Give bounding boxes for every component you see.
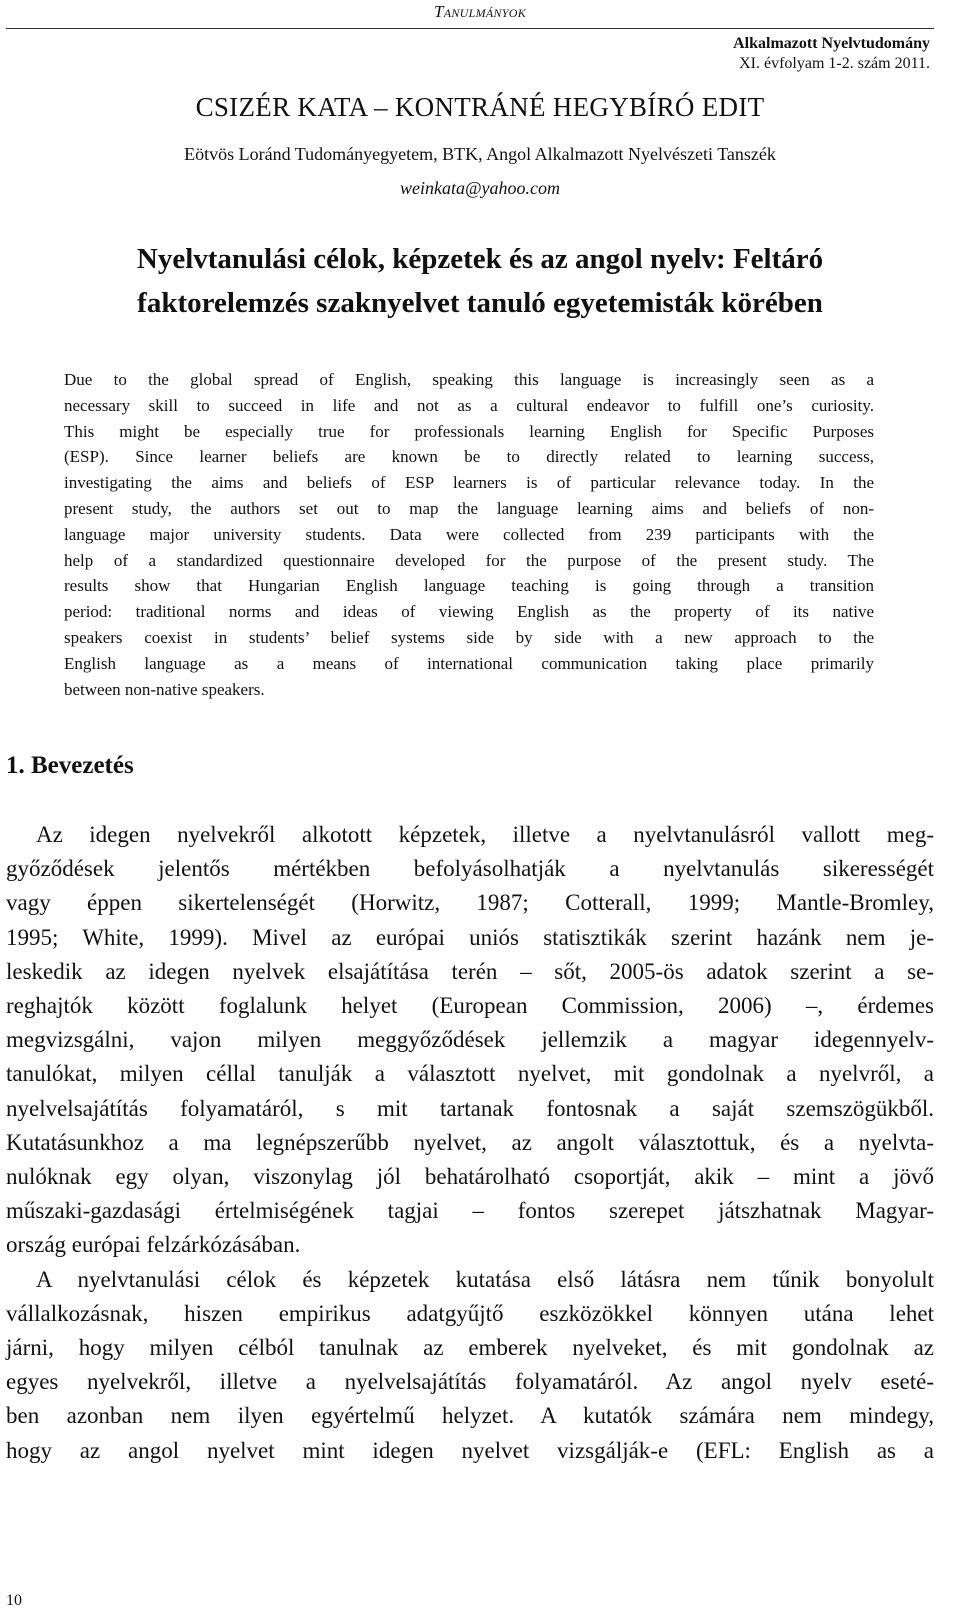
body-line: A nyelvtanulási célok és képzetek kutatása első látásra nem tűnik bonyolult (36, 1266, 934, 1292)
abstract (64, 367, 874, 702)
body-line: műszaki-gazdasági értelmiségének tagjai – fontos szerepet játszhatnak Magyar- (6, 1198, 934, 1224)
section-label: Tanulmányok (433, 2, 527, 21)
abstract-line: speakers coexist in students’ belief systems side by side with a new approach to the (64, 627, 874, 647)
abstract-line: (ESP). Since learner beliefs are known be to directly related to learning success, (64, 447, 874, 467)
abstract-line: help of a standardized questionnaire developed for the purpose of the present study. The (64, 550, 874, 570)
abstract-line: Due to the global spread of English, speaking this language is increasingly seen as a (64, 370, 874, 389)
abstract-line: language major university students. Data were collected from 239 participants with the (64, 524, 874, 544)
body-line: vagy éppen sikertelenségét (Horwitz, 1987; Cotterall, 1999; Mantle-Bromley, (6, 890, 934, 916)
paper-title (0, 237, 960, 325)
body-line: Az idegen nyelvekről alkotott képzetek, illetve a nyelvtanulásról vallott meg- (36, 822, 934, 847)
body-line: győződések jelentős mértékben befolyásolhatják a nyelvtanulás sikerességét (6, 856, 934, 882)
title-line: Nyelvtanulási célok, képzetek és az angol nyelv: Feltáró (136, 243, 824, 275)
body-line: ben azonban nem ilyen egyértelmű helyzet. A kutatók számára nem mindegy, (6, 1403, 934, 1429)
body-line: 1995; White, 1999). Mivel az európai uniós statisztikák szerint hazánk nem je- (6, 924, 934, 950)
section-heading: 1. Bevezetés (6, 752, 134, 779)
email: weinkata@yahoo.com (399, 178, 561, 198)
header-rule (6, 28, 934, 29)
body-line: járni, hogy milyen célból tanulnak az emberek nyelveket, és mit gondolnak az (6, 1335, 934, 1361)
journal-volume: XI. évfolyam 1-2. szám 2011. (739, 55, 930, 72)
body-line: leskedik az idegen nyelvek elsajátítása terén – sőt, 2005-ös adatok szerint a se- (6, 958, 934, 984)
body-line: nyelvelsajátítás folyamatáról, s mit tartanak fontosnak a saját szemszögükből. (6, 1095, 934, 1121)
affiliation: Eötvös Loránd Tudományegyetem, BTK, Angol Alkalmazott Nyelvészeti Tanszék (184, 144, 776, 164)
body-line: nulóknak egy olyan, viszonylag jól behatárolható csoportját, akik – mint a jövő (6, 1164, 934, 1190)
body-line: hogy az angol nyelvet mint idegen nyelvet vizsgálják-e (EFL: English as a (6, 1437, 934, 1463)
body-line: megvizsgálni, vajon milyen meggyőződések jellemzik a magyar idegennyelv- (6, 1027, 934, 1053)
running-header (0, 2, 960, 22)
authors: CSIZÉR KATA – KONTRÁNÉ HEGYBÍRÓ EDIT (195, 92, 765, 122)
abstract-line: investigating the aims and beliefs of ESP learners is of particular relevance today. In the (64, 473, 874, 493)
journal-name: Alkalmazott Nyelvtudomány (733, 35, 930, 52)
body-line: reghajtók között foglalunk helyet (European Commission, 2006) –, érdemes (6, 993, 934, 1019)
abstract-line: period: traditional norms and ideas of viewing English as the property of its native (64, 602, 874, 622)
abstract-line: This might be especially true for professionals learning English for Specific Purposes (64, 421, 874, 441)
body-line: egyes nyelvekről, illetve a nyelvelsajátítás folyamatáról. Az angol nyelv eseté- (6, 1369, 934, 1395)
title-line: faktorelemzés szaknyelvet tanuló egyetemisták körében (137, 287, 823, 319)
abstract-line: English language as a means of international communication taking place primarily (64, 653, 874, 673)
journal-info (733, 34, 930, 74)
abstract-line: between non-native speakers. (64, 679, 265, 699)
body-line: vállalkozásnak, hiszen empirikus adatgyűjtő eszközökkel könnyen utána lehet (6, 1300, 934, 1326)
body-line: tanulókat, milyen céllal tanulják a választott nyelvet, mit gondolnak a nyelvről, a (6, 1061, 934, 1087)
body-line: Kutatásunkhoz a ma legnépszerűbb nyelvet, az angolt választottuk, és a nyelvta- (6, 1129, 934, 1155)
body-line: ország európai felzárkózásában. (6, 1232, 301, 1258)
abstract-line: present study, the authors set out to map the language learning aims and beliefs of non- (64, 498, 874, 518)
abstract-line: results show that Hungarian English language teaching is going through a transition (64, 576, 874, 596)
body-text (6, 818, 934, 1468)
page-number: 10 (6, 1592, 22, 1609)
abstract-line: necessary skill to succeed in life and not as a cultural endeavor to fulfill one’s curiosity. (64, 395, 874, 415)
